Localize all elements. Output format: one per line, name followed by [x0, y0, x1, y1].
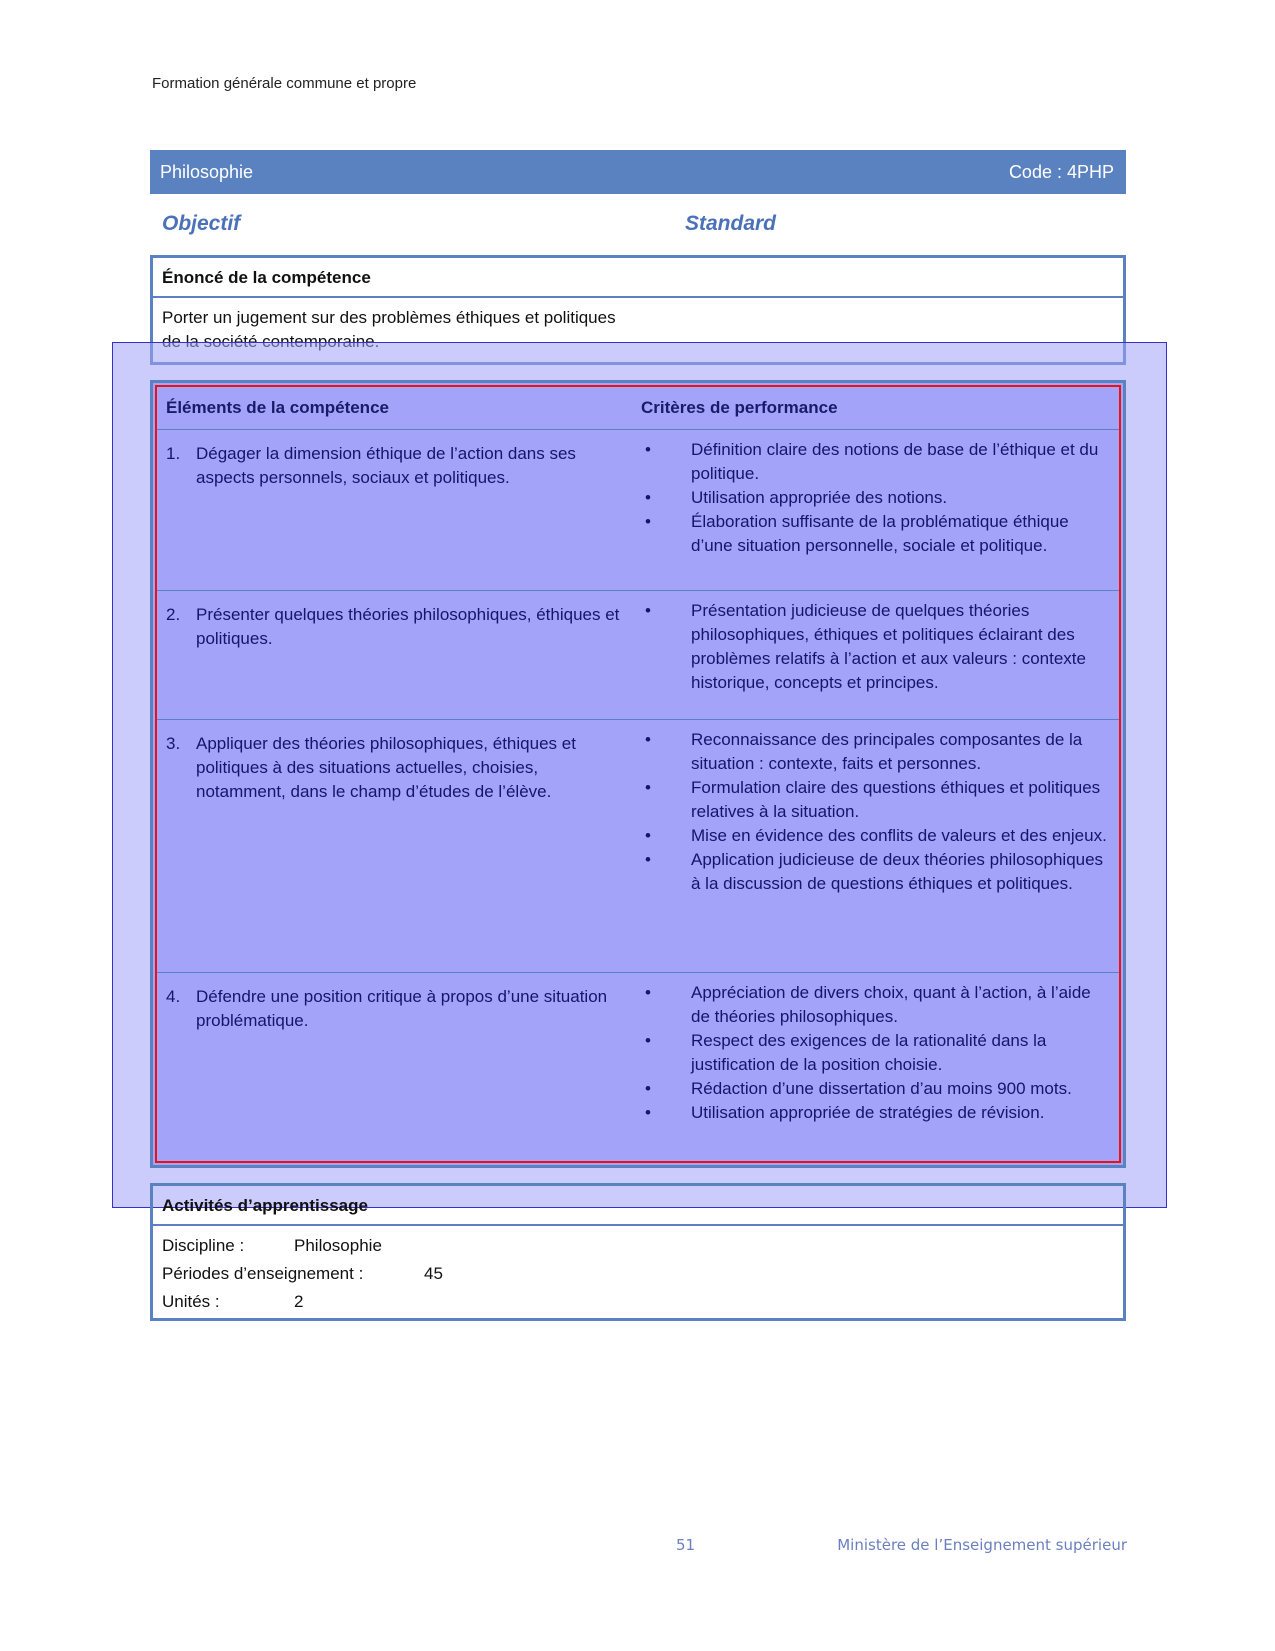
footer-ministry: Ministère de l’Enseignement supérieur	[837, 1536, 1127, 1554]
bullet-icon: •	[645, 1031, 651, 1050]
course-title-bar	[150, 150, 1126, 194]
course-subject: Philosophie	[160, 161, 254, 182]
bullet-icon: •	[645, 778, 651, 797]
activites-label: Discipline :	[162, 1236, 245, 1255]
element-text: Défendre une position critique à propos d’une situation problématique.	[196, 987, 608, 1030]
elements-table-inner	[155, 385, 1121, 1163]
bullet-icon: •	[645, 826, 651, 845]
bullet-icon: •	[645, 1079, 651, 1098]
criterion-text: Élaboration suffisante de la problématique éthique d’une situation personnelle, sociale et politique.	[691, 512, 1069, 555]
criterion-item	[641, 438, 1113, 486]
element-cell	[157, 591, 641, 719]
activites-line	[162, 1232, 1114, 1260]
activites-body	[153, 1226, 1123, 1322]
enonce-heading: Énoncé de la compétence	[153, 258, 1123, 298]
criteria-col-header: Critères de performance	[641, 398, 838, 417]
bullet-icon: •	[645, 983, 651, 1002]
element-number: 1.	[166, 444, 181, 463]
activites-value: 2	[294, 1292, 304, 1311]
criterion-item	[641, 728, 1113, 776]
criteria-cell	[641, 591, 1119, 719]
element-number: 4.	[166, 987, 181, 1006]
activites-box	[150, 1183, 1126, 1321]
course-code: Code : 4PHP	[1008, 161, 1114, 182]
activites-value: Philosophie	[294, 1236, 382, 1255]
standard-label: Standard	[684, 212, 776, 235]
criteria-cell	[641, 430, 1119, 590]
activites-line	[162, 1288, 1114, 1316]
criterion-item	[641, 776, 1113, 824]
bullet-icon: •	[645, 1103, 651, 1122]
criterion-text: Mise en évidence des conflits de valeurs et des enjeux.	[691, 826, 1107, 845]
page-footer	[676, 1536, 1127, 1554]
elements-header-row	[157, 387, 1119, 430]
bullet-icon: •	[645, 601, 651, 620]
criterion-text: Formulation claire des questions éthiques et politiques relatives à la situation.	[691, 778, 1101, 821]
enonce-text: Porter un jugement sur des problèmes éthiques et politiques	[162, 308, 616, 327]
criterion-text: Reconnaissance des principales composantes de la situation : contexte, faits et personnes.	[691, 730, 1083, 773]
criterion-text: Présentation judicieuse de quelques théories philosophiques, éthiques et politiques éclairant des problèmes relatifs à l’action et aux valeurs : contexte historique, concepts et principes.	[691, 601, 1086, 692]
bullet-icon: •	[645, 440, 651, 459]
criterion-item	[641, 981, 1113, 1029]
activites-line	[162, 1260, 1114, 1288]
criterion-item	[641, 1077, 1113, 1101]
criterion-item	[641, 510, 1113, 558]
criterion-item	[641, 486, 1113, 510]
elements-table	[150, 380, 1126, 1168]
element-text: Présenter quelques théories philosophiques, éthiques et politiques.	[196, 605, 620, 648]
criterion-text: Utilisation appropriée de stratégies de révision.	[691, 1103, 1045, 1122]
element-row	[157, 720, 1119, 973]
objectif-label: Objectif	[162, 212, 241, 235]
element-cell	[157, 720, 641, 972]
element-text: Dégager la dimension éthique de l’action dans ses aspects personnels, sociaux et politiques.	[196, 444, 576, 487]
elements-col-header: Éléments de la compétence	[166, 398, 389, 417]
element-row	[157, 430, 1119, 591]
criterion-text: Utilisation appropriée des notions.	[691, 488, 948, 507]
criterion-text: Appréciation de divers choix, quant à l’action, à l’aide de théories philosophiques.	[691, 983, 1091, 1026]
bullet-icon: •	[645, 488, 651, 507]
element-cell	[157, 430, 641, 590]
criterion-item	[641, 848, 1113, 896]
element-number: 2.	[166, 605, 181, 624]
activites-value: 45	[424, 1264, 443, 1283]
element-cell	[157, 973, 641, 1129]
bullet-icon: •	[645, 850, 651, 869]
criterion-text: Définition claire des notions de base de l’éthique et du politique.	[691, 440, 1099, 483]
running-head: Formation générale commune et propre	[152, 75, 417, 92]
criterion-item	[641, 1029, 1113, 1077]
element-row	[157, 591, 1119, 720]
criterion-text: Application judicieuse de deux théories philosophiques à la discussion de questions éthiques et politiques.	[691, 850, 1104, 893]
criterion-item	[641, 599, 1113, 695]
criterion-text: Rédaction d’une dissertation d’au moins 900 mots.	[691, 1079, 1072, 1098]
element-text: Appliquer des théories philosophiques, éthiques et politiques à des situations actuelles, choisies, notamment, dans le champ d’études de l’élève.	[196, 734, 576, 801]
element-number: 3.	[166, 734, 181, 753]
element-row	[157, 973, 1119, 1129]
activites-label: Unités :	[162, 1292, 220, 1311]
criteria-cell	[641, 720, 1119, 972]
activites-heading: Activités d’apprentissage	[153, 1186, 1123, 1226]
objective-standard-row	[162, 212, 776, 236]
criterion-text: Respect des exigences de la rationalité dans la justification de la position choisie.	[691, 1031, 1047, 1074]
activites-label: Périodes d’enseignement :	[162, 1264, 364, 1283]
bullet-icon: •	[645, 512, 651, 531]
page-number: 51	[676, 1536, 696, 1554]
criterion-item	[641, 824, 1113, 848]
criterion-item	[641, 1101, 1113, 1125]
bullet-icon: •	[645, 730, 651, 749]
criteria-cell	[641, 973, 1119, 1129]
